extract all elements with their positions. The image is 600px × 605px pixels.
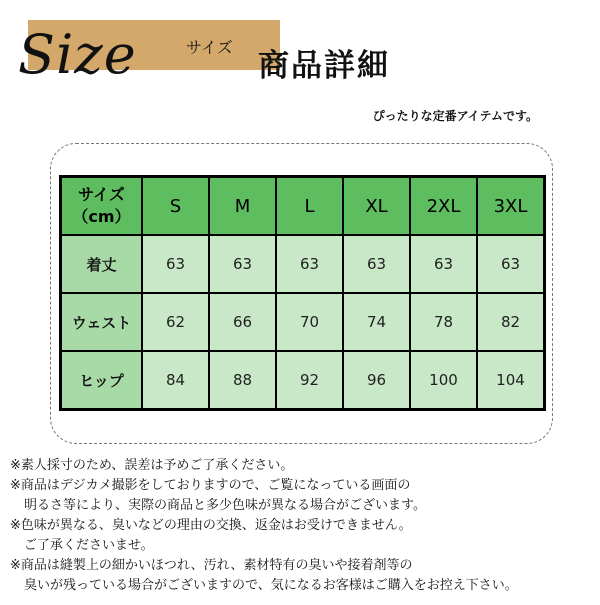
table-cell: 78: [410, 293, 477, 351]
table-cell: 62: [142, 293, 209, 351]
note-line: ご了承くださいませ。: [24, 538, 154, 553]
table-cell: 84: [142, 351, 209, 409]
table-cell: 66: [209, 293, 276, 351]
corner-label-unit: （cm）: [72, 207, 131, 226]
page-title: 商品詳細: [258, 48, 390, 84]
table-row: [61, 235, 544, 293]
table-row: [61, 351, 544, 409]
size-logo-text: Size: [18, 23, 137, 86]
note-line: ※商品はデジカメ撮影をしておりますので、ご覧になっている画面の: [10, 478, 411, 493]
table-cell: 104: [477, 351, 544, 409]
size-kana-label: サイズ: [186, 38, 233, 57]
table-cell: 63: [410, 235, 477, 293]
table-cell: 63: [477, 235, 544, 293]
table-cell: 63: [142, 235, 209, 293]
column-header: XL: [343, 177, 410, 235]
table-cell: 63: [343, 235, 410, 293]
column-header: M: [209, 177, 276, 235]
table-header-row: [61, 177, 544, 235]
row-header: 着丈: [61, 235, 142, 293]
table-cell: 74: [343, 293, 410, 351]
size-table: [59, 175, 546, 411]
table-cell: 63: [276, 235, 343, 293]
column-header: L: [276, 177, 343, 235]
corner-label-size: サイズ: [78, 185, 125, 204]
note-line: 明るさ等により、実際の商品と多少色味が異なる場合がございます。: [24, 498, 426, 513]
note-line: 臭いが残っている場合がございますので、気になるお客様はご購入をお控え下さい。: [24, 578, 518, 593]
row-header: ウェスト: [61, 293, 142, 351]
table-cell: 63: [209, 235, 276, 293]
column-header: 3XL: [477, 177, 544, 235]
note-line: ※商品は縫製上の細かいほつれ、汚れ、素材特有の臭いや接着剤等の: [10, 558, 413, 573]
table-cell: 82: [477, 293, 544, 351]
note-line: ※色味が異なる、臭いなどの理由の交換、返金はお受けできません。: [10, 518, 412, 533]
table-cell: 100: [410, 351, 477, 409]
column-header: 2XL: [410, 177, 477, 235]
table-row: [61, 293, 544, 351]
row-header: ヒップ: [61, 351, 142, 409]
notes-section: [10, 456, 594, 596]
column-header: S: [142, 177, 209, 235]
table-cell: 70: [276, 293, 343, 351]
corner-header: [61, 177, 142, 235]
table-cell: 92: [276, 351, 343, 409]
table-cell: 96: [343, 351, 410, 409]
product-subtitle: ぴったりな定番アイテムです。: [372, 109, 538, 123]
table-cell: 88: [209, 351, 276, 409]
note-line: ※素人採寸のため、誤差は予めご了承ください。: [10, 458, 294, 473]
